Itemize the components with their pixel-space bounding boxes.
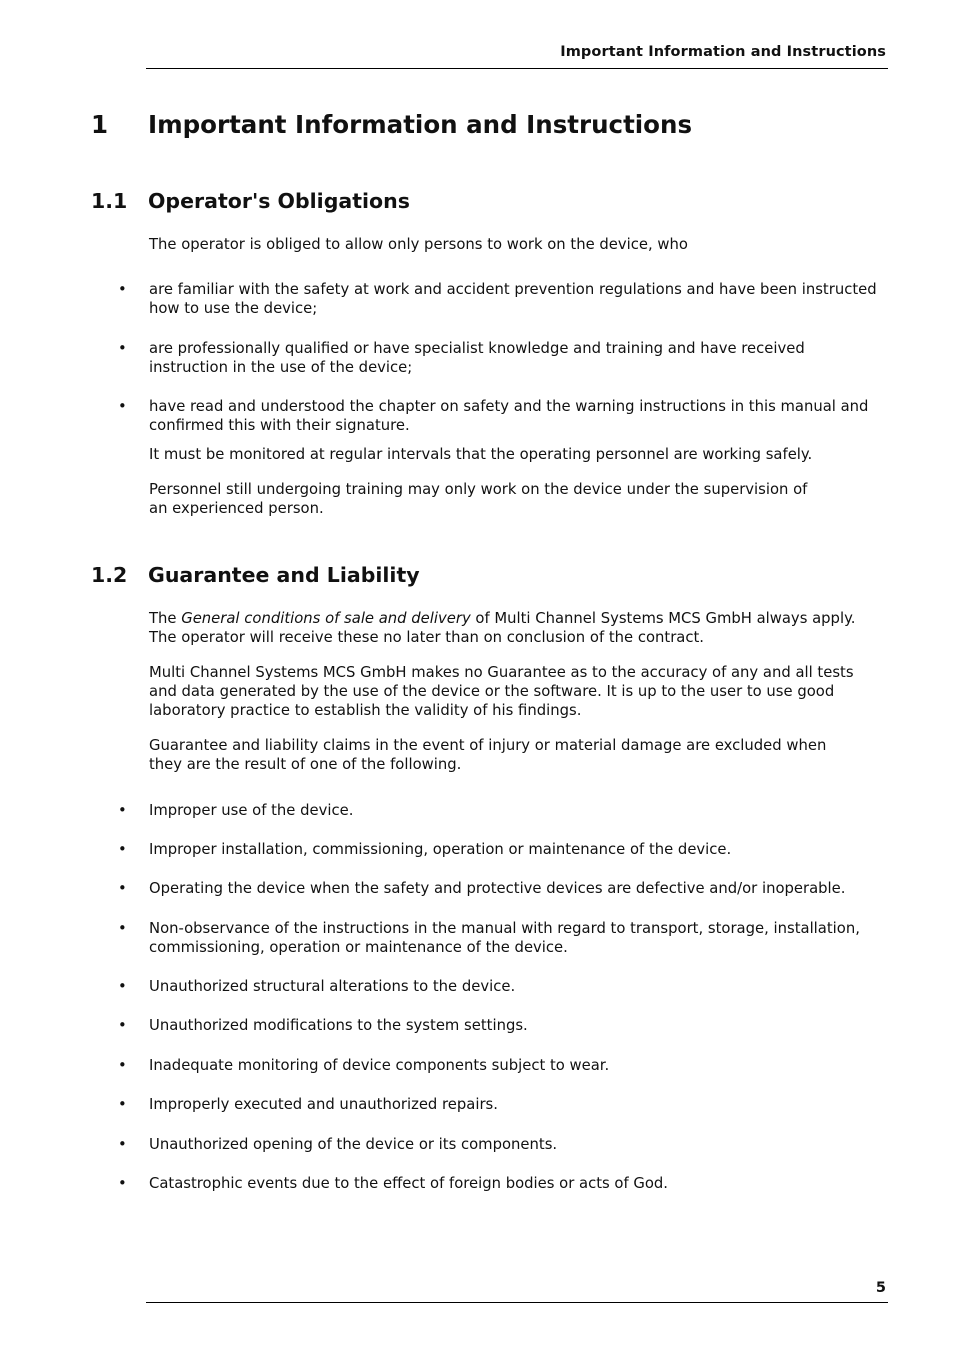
list-item-text: are professionally qualified or have specialist knowledge and training and have received instruction in the use of the device; (149, 340, 805, 376)
bullet-marker: • (118, 1096, 127, 1113)
bullet-marker: • (118, 802, 127, 819)
list-item-text: Unauthorized opening of the device or its components. (149, 1136, 558, 1153)
intro-paragraph: The operator is obliged to allow only persons to work on the device, who (149, 236, 688, 253)
bullet-marker: • (118, 398, 127, 415)
running-header: Important Information and Instructions (560, 44, 886, 60)
bullet-marker: • (118, 880, 127, 897)
list-item-text: Operating the device when the safety and protective devices are defective and/or inoperable. (149, 880, 846, 897)
chapter-number: 1 (91, 110, 109, 139)
list-item-text: Improper installation, commissioning, operation or maintenance of the device. (149, 841, 732, 858)
list-item-text: Unauthorized structural alterations to the device. (149, 978, 516, 995)
paragraph-text: The (149, 610, 182, 627)
list-item-text: Improper use of the device. (149, 802, 354, 819)
list-item-text: have read and understood the chapter on safety and the warning instructions in this manual and confirmed this with their signature. (149, 398, 869, 434)
list-item-text: Improperly executed and unauthorized repairs. (149, 1096, 498, 1113)
page-number: 5 (875, 1280, 886, 1296)
section-title: Operator's Obligations (148, 189, 410, 213)
paragraph: Guarantee and liability claims in the event of injury or material damage are excluded when they are the result of one of the following. (149, 737, 827, 773)
bullet-marker: • (118, 978, 127, 995)
paragraph-text: of Multi Channel Systems MCS GmbH always apply. The operator will receive these no later than on conclusion of the contract. (149, 610, 856, 646)
bullet-marker: • (118, 281, 127, 298)
bullet-marker: • (118, 841, 127, 858)
bullet-marker: • (118, 1175, 127, 1192)
bullet-marker: • (118, 1057, 127, 1074)
section-title: Guarantee and Liability (148, 563, 420, 587)
paragraph: It must be monitored at regular intervals that the operating personnel are working safely. (149, 446, 813, 463)
list-item-text: Catastrophic events due to the effect of foreign bodies or acts of God. (149, 1175, 669, 1192)
bullet-marker: • (118, 1017, 127, 1034)
chapter-title: Important Information and Instructions (148, 110, 693, 139)
paragraph: Personnel still undergoing training may only work on the device under the supervision of an experienced person. (149, 481, 808, 517)
list-item-text: Inadequate monitoring of device components subject to wear. (149, 1057, 610, 1074)
section-number: 1.2 (91, 563, 128, 587)
paragraph: Multi Channel Systems MCS GmbH makes no Guarantee as to the accuracy of any and all tests and data generated by the use of the device or the software. It is up to the user to use good laboratory practice to establish the validity of his findings. (149, 664, 854, 719)
bullet-marker: • (118, 340, 127, 357)
list-item-text: Non-observance of the instructions in the manual with regard to transport, storage, installation, commissioning, operation or maintenance of the device. (149, 920, 860, 956)
conditions-title: General conditions of sale and delivery (181, 610, 471, 627)
list-item-text: Unauthorized modifications to the system settings. (149, 1017, 528, 1034)
footer-rule (146, 1302, 888, 1303)
section-number: 1.1 (91, 189, 128, 213)
bullet-marker: • (118, 920, 127, 937)
bullet-marker: • (118, 1136, 127, 1153)
list-item-text: are familiar with the safety at work and accident prevention regulations and have been instructed how to use the device; (149, 281, 877, 317)
paragraph (149, 609, 874, 647)
header-rule (146, 68, 888, 69)
